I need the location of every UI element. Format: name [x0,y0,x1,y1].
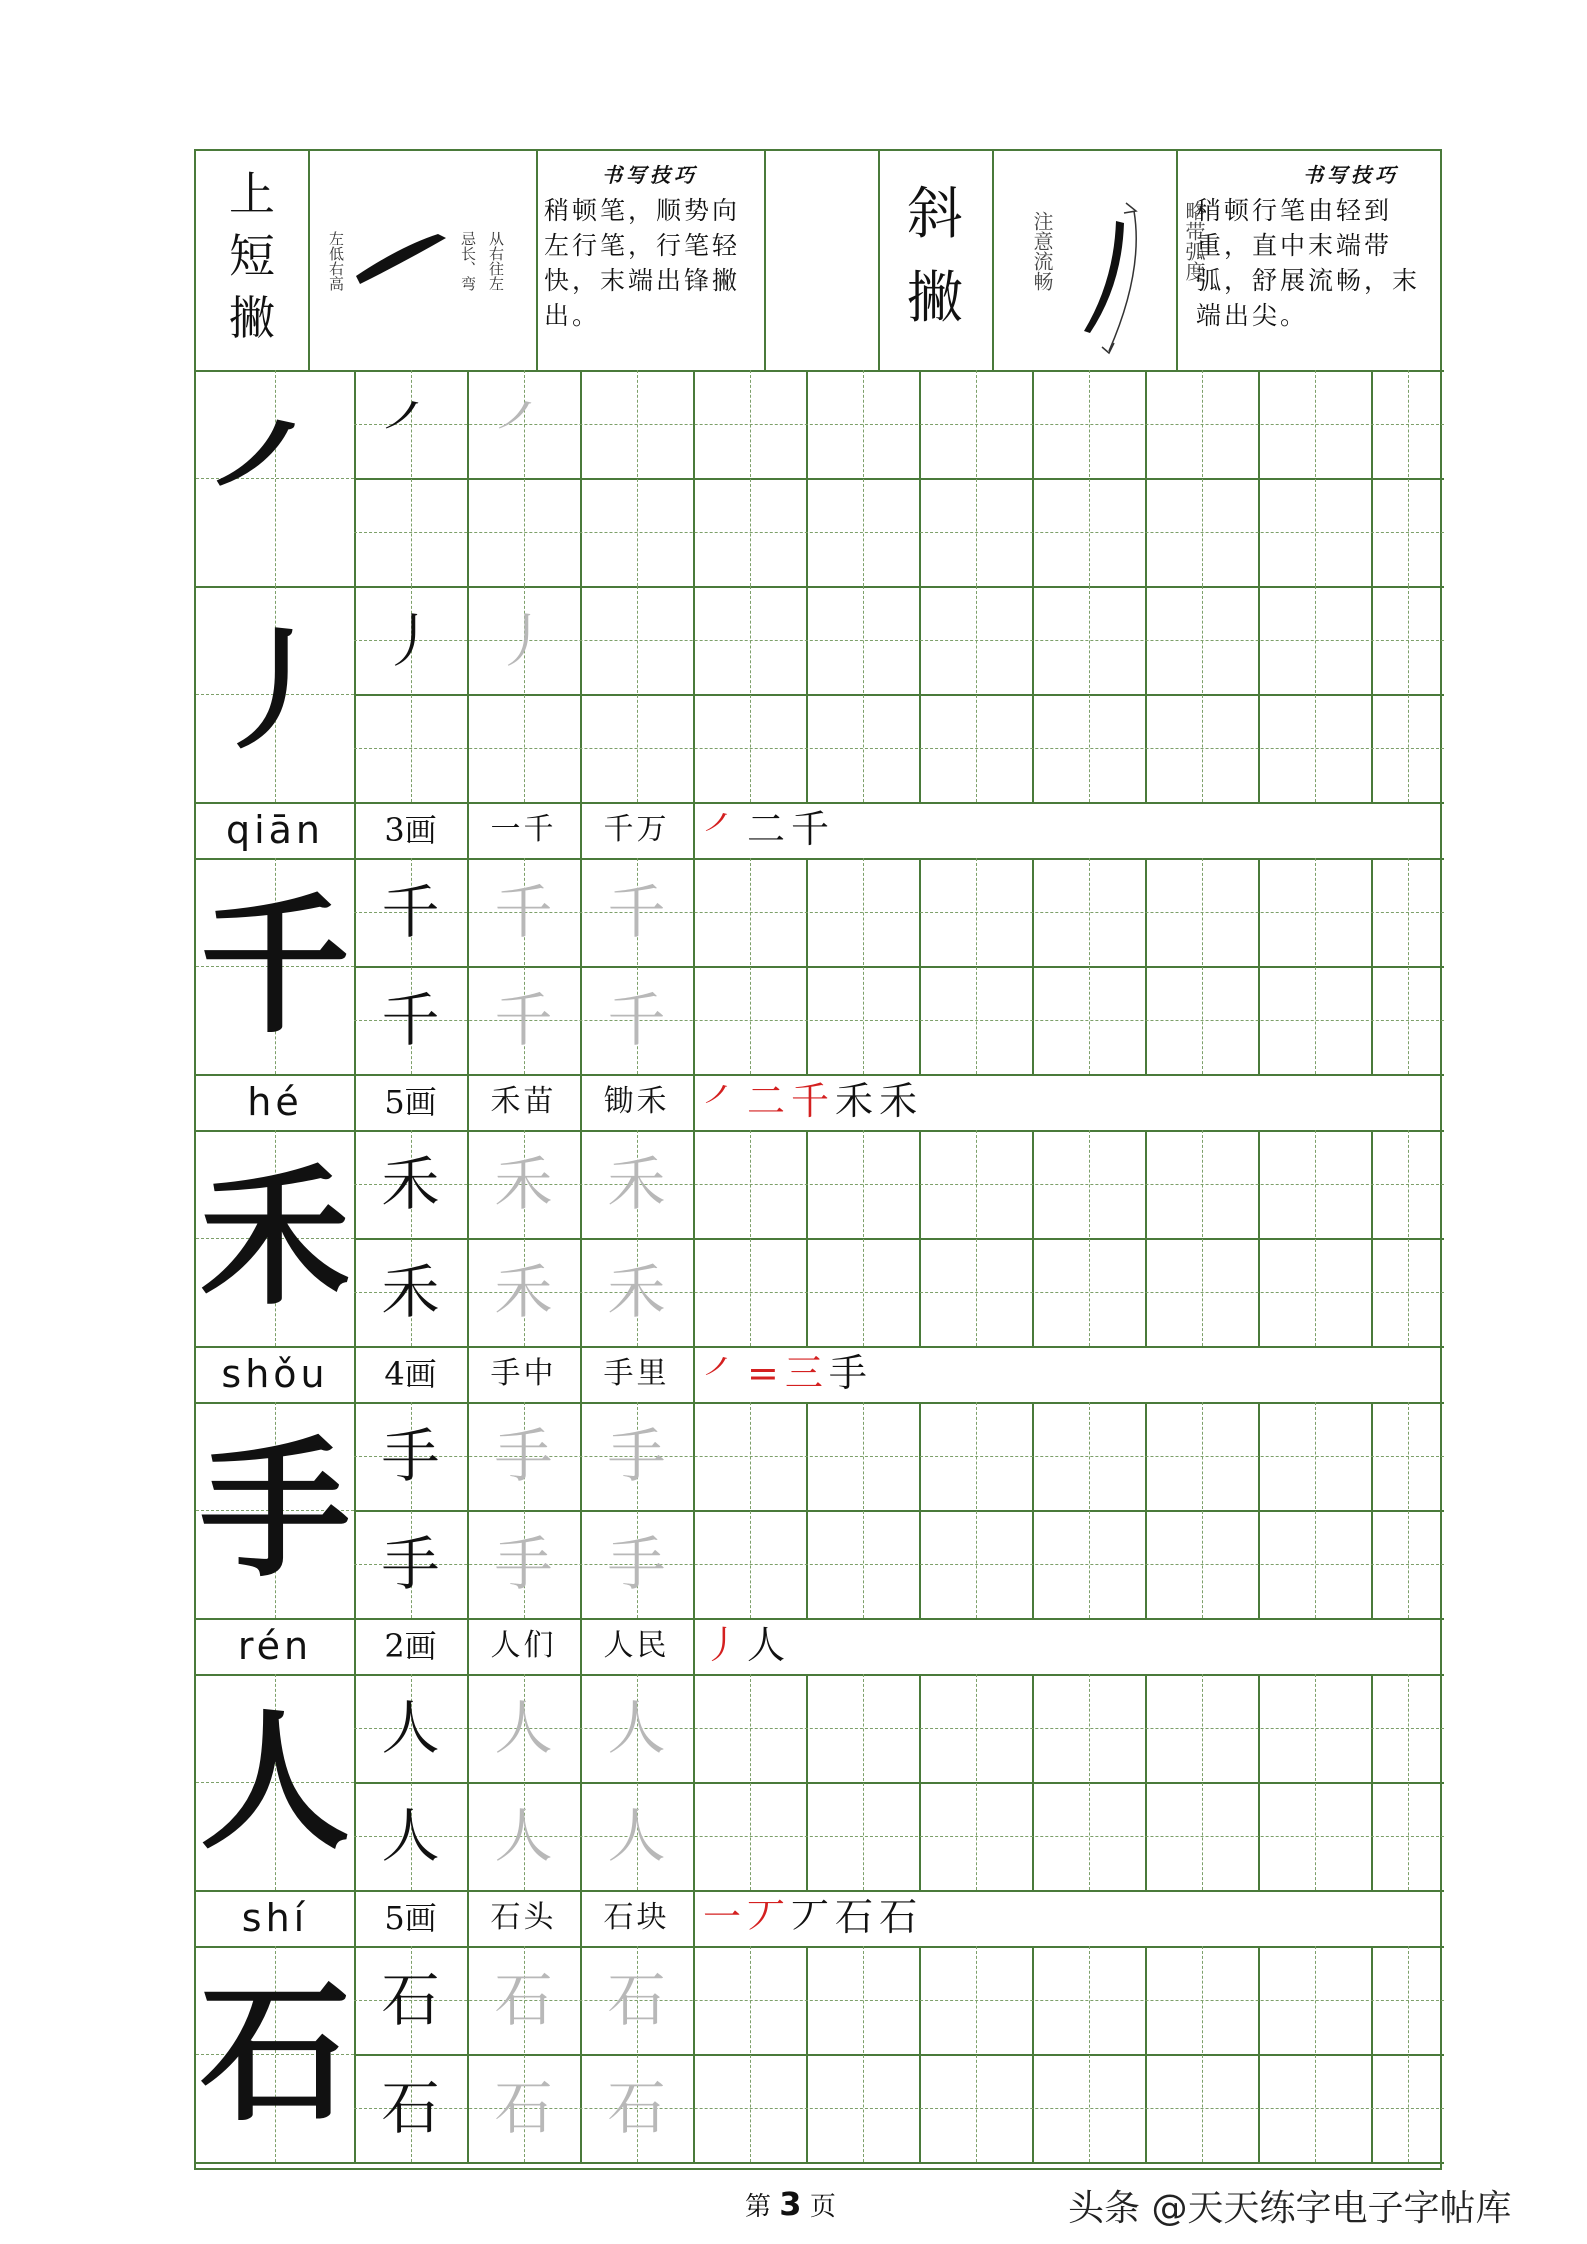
label-row-top [196,1618,1444,1620]
char-trace[interactable]: 手 [494,1422,553,1490]
grid-col-line [919,858,921,1074]
char-big-model: 禾 [199,1150,350,1326]
grid-dash-v [1089,586,1090,802]
grid-dash-v [976,858,977,1074]
stroke-order-step: ㇒ [703,1351,748,1395]
grid-dash-v [1202,586,1203,802]
grid-col-line [1145,586,1147,802]
grid-dash-v [637,370,638,586]
grid-row-line [354,1402,1444,1404]
grid-col-line [919,1674,921,1890]
grid-dash-v [750,858,751,1074]
page-number [745,2185,836,2223]
char-trace[interactable]: 石 [494,1966,553,2034]
stroke-sample: 丿 [381,607,440,675]
char-model: 禾 [381,1258,440,1326]
stroke-order [703,1892,923,1942]
stroke-order [703,1620,791,1670]
grid-col-line [693,1946,695,2162]
grid-dash-v [750,1946,751,2162]
grid-dash-v [1315,1402,1316,1618]
stroke-order-step: 丿 [703,1623,748,1667]
stroke-order-step: 二 [747,807,792,851]
char-trace[interactable]: 千 [494,878,553,946]
grid-col-line [1032,586,1034,802]
char-word-2: 人民 [603,1628,670,1663]
grid-col-line [1258,370,1260,586]
label-divider [693,1890,695,1946]
grid-row-line [354,1130,1444,1132]
header-divider [992,151,994,370]
char-model: 石 [381,2074,440,2142]
grid-row-line [354,370,1444,372]
grid-row-line [354,2054,1444,2056]
char-word-1: 石头 [490,1900,557,1935]
grid-dash-h [354,532,1444,533]
grid-row-line [354,1946,1444,1948]
grid-col-line [580,370,582,586]
grid-dash-v [1408,1130,1409,1346]
char-stroke-count: 3画 [384,811,437,849]
stroke-trace[interactable]: 丿 [494,607,553,675]
grid-dash-v [1089,1130,1090,1346]
char-big-model: 人 [199,1694,350,1870]
char-trace[interactable]: 人 [607,1802,666,1870]
char-trace[interactable]: 禾 [494,1258,553,1326]
grid-col-line [1032,1402,1034,1618]
stroke-order-step: 千 [791,1079,836,1123]
stroke-big-glyph: ㇒ [209,398,340,551]
grid-col-line [1258,586,1260,802]
grid-dash-v [637,586,638,802]
grid-col-line [806,370,808,586]
grid-row-line [354,1782,1444,1784]
char-pinyin: rén [237,1624,313,1668]
grid-col-line [1145,1402,1147,1618]
right-tip-heading: 书写技巧 [1303,163,1399,187]
header-divider [1176,151,1178,370]
grid-col-line [806,1946,808,2162]
char-trace[interactable]: 石 [494,2074,553,2142]
char-pinyin: qiān [225,808,325,852]
grid-col-line [1032,1130,1034,1346]
grid-dash-v [1202,1402,1203,1618]
char-word-2: 手里 [603,1356,670,1391]
grid-dash-v [863,858,864,1074]
stroke-sample: ㇒ [381,391,440,459]
stroke-order-step: 一 [703,1895,748,1939]
grid-col-line [1145,858,1147,1074]
grid-dash-v [863,1674,864,1890]
stroke-order-step: 石 [835,1895,880,1939]
grid-dash-v [750,1402,751,1618]
char-pinyin: shí [241,1896,309,1940]
char-big-model: 手 [199,1422,350,1598]
stroke-order-step: 人 [747,1623,792,1667]
char-trace[interactable]: 禾 [494,1150,553,1218]
grid-col-line [806,1130,808,1346]
stroke-order-step: ㇒ [703,1079,748,1123]
grid-col-line [693,1674,695,1890]
char-word-1: 人们 [490,1628,557,1663]
stroke-order-step: 千 [791,807,836,851]
grid-row-line [354,1510,1444,1512]
grid-dash-v [976,1130,977,1346]
stroke-order-step: = [747,1351,785,1395]
grid-col-line [1371,858,1373,1074]
char-word-2: 锄禾 [603,1084,670,1119]
stroke-order [703,1348,873,1398]
grid-row-line [354,1238,1444,1240]
grid-col-line [1145,1130,1147,1346]
left-tip-heading: 书写技巧 [602,163,698,187]
grid-col-line [919,1402,921,1618]
header-divider [764,151,766,370]
left-note: 从右往左 [487,231,505,291]
char-word-1: 手中 [490,1356,557,1391]
short-pie-demo-icon [346,206,466,316]
grid-col-line [1032,1674,1034,1890]
char-stroke-count: 5画 [384,1083,437,1121]
label-divider [693,802,695,858]
char-model: 人 [381,1694,440,1762]
grid-col-line [1258,1402,1260,1618]
char-trace[interactable]: 手 [607,1530,666,1598]
grid-col-line [1032,370,1034,586]
char-trace[interactable]: 石 [607,1966,666,2034]
grid-col-line [1371,1130,1373,1346]
grid-col-line [1145,1946,1147,2162]
grid-col-line [806,1674,808,1890]
stroke-order-step: 石 [879,1895,924,1939]
char-word-1: 禾苗 [490,1084,557,1119]
grid-dash-v [750,1674,751,1890]
grid-col-line [1145,1674,1147,1890]
practice-sheet [194,149,1442,2170]
left-title-char: 短 [229,229,275,283]
right-tip-body: 稍顿行笔由轻到重，直中末端带弧，舒展流畅，末端出尖。 [1196,196,1421,330]
grid-col-line [919,1130,921,1346]
grid-dash-v [976,1946,977,2162]
grid-dash-v [750,1130,751,1346]
slant-pie-demo-icon [1064,181,1164,361]
grid-dash-v [863,1402,864,1618]
grid-col-line [806,586,808,802]
grid-dash-v [976,1674,977,1890]
left-title-char: 上 [229,167,275,221]
page-suffix: 页 [809,2192,836,2222]
char-word-1: 一千 [490,812,557,847]
watermark: 头条 @天天练字电子字帖库 [1068,2188,1512,2229]
left-title-char: 撇 [229,291,275,345]
grid-col-line [1371,586,1373,802]
grid-dash-v [1089,370,1090,586]
grid-dash-v [1089,1402,1090,1618]
char-trace[interactable]: 石 [607,2074,666,2142]
grid-col-line [1258,1674,1260,1890]
grid-col-line [693,586,695,802]
grid-dash-v [1408,1402,1409,1618]
left-tip-body: 稍顿笔，顺势向左行笔，行笔轻快，末端出锋撇出。 [544,196,741,330]
grid-col-line [580,586,582,802]
left-stroke-title [196,163,308,349]
grid-col-line [1371,1674,1373,1890]
stroke-order-step: 三 [784,1351,829,1395]
grid-dash-v [976,370,977,586]
grid-row-line [354,2162,1444,2164]
char-big-model: 千 [199,878,350,1054]
grid-row-line [354,966,1444,968]
grid-col-line [1258,858,1260,1074]
char-trace[interactable]: 手 [607,1422,666,1490]
grid-dash-v [1315,858,1316,1074]
stroke-big-glyph: 丿 [209,614,340,767]
grid-dash-v [1202,1674,1203,1890]
char-big-model: 石 [199,1966,350,2142]
grid-col-line [1032,858,1034,1074]
char-model: 人 [381,1802,440,1870]
char-word-2: 千万 [603,812,670,847]
grid-dash-v [750,370,751,586]
char-model: 手 [381,1530,440,1598]
char-trace[interactable]: 千 [494,986,553,1054]
grid-col-line [693,1130,695,1346]
char-stroke-count: 4画 [384,1355,437,1393]
stroke-order-step: 禾 [835,1079,880,1123]
grid-dash-v [1408,858,1409,1074]
grid-dash-v [1408,1946,1409,2162]
grid-row-line [354,694,1444,696]
grid-dash-v [1408,370,1409,586]
right-note-right: 略带弧度 [1182,201,1206,281]
grid-col-line [693,370,695,586]
char-trace[interactable]: 手 [494,1530,553,1598]
grid-dash-v [1315,370,1316,586]
grid-col-line [1145,370,1147,586]
page-number-value: 3 [779,2185,802,2223]
stroke-order-step: 丆 [791,1895,836,1939]
char-model: 禾 [381,1150,440,1218]
grid-col-line [806,1402,808,1618]
grid-dash-v [750,586,751,802]
grid-row-line [354,478,1444,480]
grid-dash-v [863,586,864,802]
grid-dash-v [863,1130,864,1346]
stroke-order-step: ㇒ [703,807,748,851]
grid-col-line [693,858,695,1074]
grid-row-line [354,586,1444,588]
stroke-order-step: 二 [747,1079,792,1123]
grid-col-line [1258,1946,1260,2162]
grid-col-line [1371,1946,1373,2162]
grid-dash-v [976,586,977,802]
stroke-order-step: 禾 [879,1079,924,1123]
char-stroke-count: 5画 [384,1899,437,1937]
stroke-order [703,1076,923,1126]
grid-col-line [919,1946,921,2162]
grid-col-line [919,370,921,586]
right-note-left: 注意流畅 [1030,211,1054,291]
char-model: 千 [381,878,440,946]
char-pinyin: shǒu [221,1352,329,1396]
stroke-order [703,804,835,854]
char-trace[interactable]: 人 [494,1694,553,1762]
char-trace[interactable]: 人 [494,1802,553,1870]
char-word-2: 石块 [603,1900,670,1935]
char-trace[interactable]: 千 [607,986,666,1054]
grid-dash-v [1408,586,1409,802]
grid-dash-v [1089,1674,1090,1890]
grid-col-line [1258,1130,1260,1346]
label-divider [693,1618,695,1674]
grid-dash-v [1202,1130,1203,1346]
char-model: 石 [381,1966,440,2034]
grid-dash-v [863,370,864,586]
grid-dash-v [1315,1674,1316,1890]
grid-col-line [806,858,808,1074]
right-title-char: 撇 [907,266,963,331]
grid-dash-v [1315,586,1316,802]
stroke-order-step: 丆 [747,1895,792,1939]
char-trace[interactable]: 千 [607,878,666,946]
grid-col-line [1371,370,1373,586]
char-pinyin: hé [247,1080,303,1124]
grid-dash-v [1089,858,1090,1074]
right-title-char: 斜 [907,182,963,247]
char-model: 千 [381,986,440,1054]
grid-dash-v [1202,858,1203,1074]
grid-col-line [1032,1946,1034,2162]
right-stroke-title [878,173,992,341]
grid-row-line [354,1674,1444,1676]
grid-dash-v [1089,1946,1090,2162]
stroke-order-step: 手 [828,1351,873,1395]
grid-dash-v [1408,1674,1409,1890]
grid-dash-v [1202,1946,1203,2162]
char-model: 手 [381,1422,440,1490]
stroke-trace[interactable]: ㇒ [494,391,553,459]
grid-dash-h [354,748,1444,749]
left-note: 左低右高 [327,231,345,291]
grid-col-line [693,1402,695,1618]
page-prefix: 第 [745,2192,772,2222]
grid-dash-v [1315,1130,1316,1346]
grid-dash-v [863,1946,864,2162]
char-trace[interactable]: 人 [607,1694,666,1762]
header-divider [308,151,310,370]
grid-row-line [354,858,1444,860]
big-box-bottom [196,2162,354,2164]
grid-dash-v [976,1402,977,1618]
grid-col-line [1371,1402,1373,1618]
label-divider [693,1074,695,1130]
char-trace[interactable]: 禾 [607,1150,666,1218]
grid-col-line [919,586,921,802]
left-note: 忌长、弯 [459,231,477,291]
grid-dash-v [1202,370,1203,586]
char-trace[interactable]: 禾 [607,1258,666,1326]
char-stroke-count: 2画 [384,1627,437,1665]
grid-dash-v [1315,1946,1316,2162]
label-divider [693,1346,695,1402]
